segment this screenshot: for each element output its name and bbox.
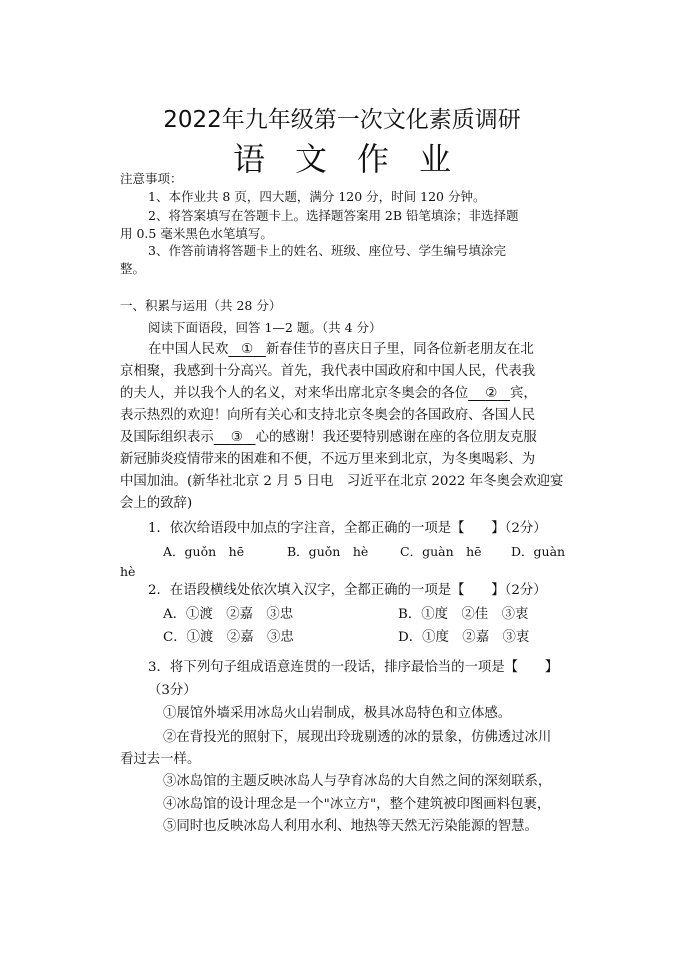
blank-2: ② xyxy=(485,386,498,401)
exam-title: 2022年九年级第一次文化素质调研 xyxy=(163,107,521,133)
q1-option-c[interactable]: C．guàn hē xyxy=(400,544,482,559)
passage-line: 会上的致辞) xyxy=(120,496,193,511)
notice-item-2-cont: 用 0.5 毫米黑色水笔填写。 xyxy=(120,226,273,241)
q1-option-d[interactable]: D．guàn xyxy=(511,544,566,559)
q2-option-c[interactable]: C．①渡 ②嘉 ③忠 xyxy=(163,630,294,645)
q1-option-a[interactable]: A．guǒn hē xyxy=(163,544,245,559)
q3-sentence-3: ③冰岛馆的主题反映冰岛人与孕育冰岛的大自然之间的深刻联系， xyxy=(163,774,552,789)
q1-option-d-wrap: hè xyxy=(120,564,136,579)
notice-item-3: 3、作答前请将答题卡上的姓名、班级、座位号、学生编号填涂完 xyxy=(148,243,506,258)
passage-line: 京相聚，我感到十分高兴。首先，我代表中国政府和中国人民，代表我 xyxy=(120,364,536,379)
notice-heading: 注意事项： xyxy=(120,171,183,186)
q2-option-a[interactable]: A．①渡 ②嘉 ③忠 xyxy=(163,607,294,622)
passage-line: 在中国人民欢 ① 新春佳节的喜庆日子里，同各位新老朋友在北 xyxy=(148,339,534,361)
q2-option-b[interactable]: B．①度 ②佳 ③衷 xyxy=(398,607,529,622)
blank-3: ③ xyxy=(230,430,243,445)
section-heading: 一、积累与运用（共 28 分） xyxy=(120,298,282,313)
q3-sentence-5: ⑤同时也反映冰岛人利用水利、地热等天然无污染能源的智慧。 xyxy=(163,819,538,834)
question-1-stem: 1．依次给语段中加点的字注音，全都正确的一项是【 】（2分） xyxy=(148,521,547,536)
q3-sentence-1: ①展馆外墙采用冰岛火山岩制成，极具冰岛特色和立体感。 xyxy=(163,706,512,721)
passage-line: 的夫人，并以我个人的名义，对来华出席北京冬奥会的各位 ② 宾， xyxy=(120,383,537,405)
reading-instruction: 阅读下面语段，回答 1—2 题。（共 4 分） xyxy=(148,320,382,335)
q3-sentence-2-cont: 看过去一样。 xyxy=(120,752,201,767)
notice-item-1: 1、本作业共 8 页，四大题，满分 120 分，时间 120 分钟。 xyxy=(148,189,486,204)
passage-line: 及国际组织表示 ③ 心的感谢！我还要特别感谢在座的各位朋友克服 xyxy=(120,427,537,449)
passage-line: 表示热烈的欢迎！向所有关心和支持北京冬奥会的各国政府、各国人民 xyxy=(120,408,536,423)
question-2-stem: 2．在语段横线处依次填入汉字，全都正确的一项是【 】（2分） xyxy=(148,583,547,598)
question-3-points: （3分） xyxy=(148,683,197,698)
question-3-stem: 3．将下列句子组成语意连贯的一段话，排序最恰当的一项是【 】 xyxy=(148,660,559,675)
blank-1: ① xyxy=(241,342,254,357)
subject-title: 语文作业 xyxy=(232,140,481,178)
q3-sentence-2: ②在背投光的照射下，展现出玲珑剔透的冰的景象，仿佛透过冰川 xyxy=(163,730,552,745)
notice-item-3-cont: 整。 xyxy=(120,261,146,276)
passage-line: 新冠肺炎疫情带来的困难和不便，不远万里来到北京，为冬奥喝彩、为 xyxy=(120,452,536,467)
q1-option-b[interactable]: B．guǒn hè xyxy=(287,544,369,559)
q3-sentence-4: ④冰岛馆的设计理念是一个"冰立方"，整个建筑被印图画料包裹， xyxy=(163,797,551,812)
passage-line: 中国加油。(新华社北京 2 月 5 日电 习近平在北京 2022 年冬奥会欢迎宴 xyxy=(120,474,564,489)
notice-item-2: 2、将答案填写在答题卡上。选择题答案用 2B 铅笔填涂；非选择题 xyxy=(148,208,519,223)
q2-option-d[interactable]: D．①度 ②嘉 ③衷 xyxy=(398,630,530,645)
